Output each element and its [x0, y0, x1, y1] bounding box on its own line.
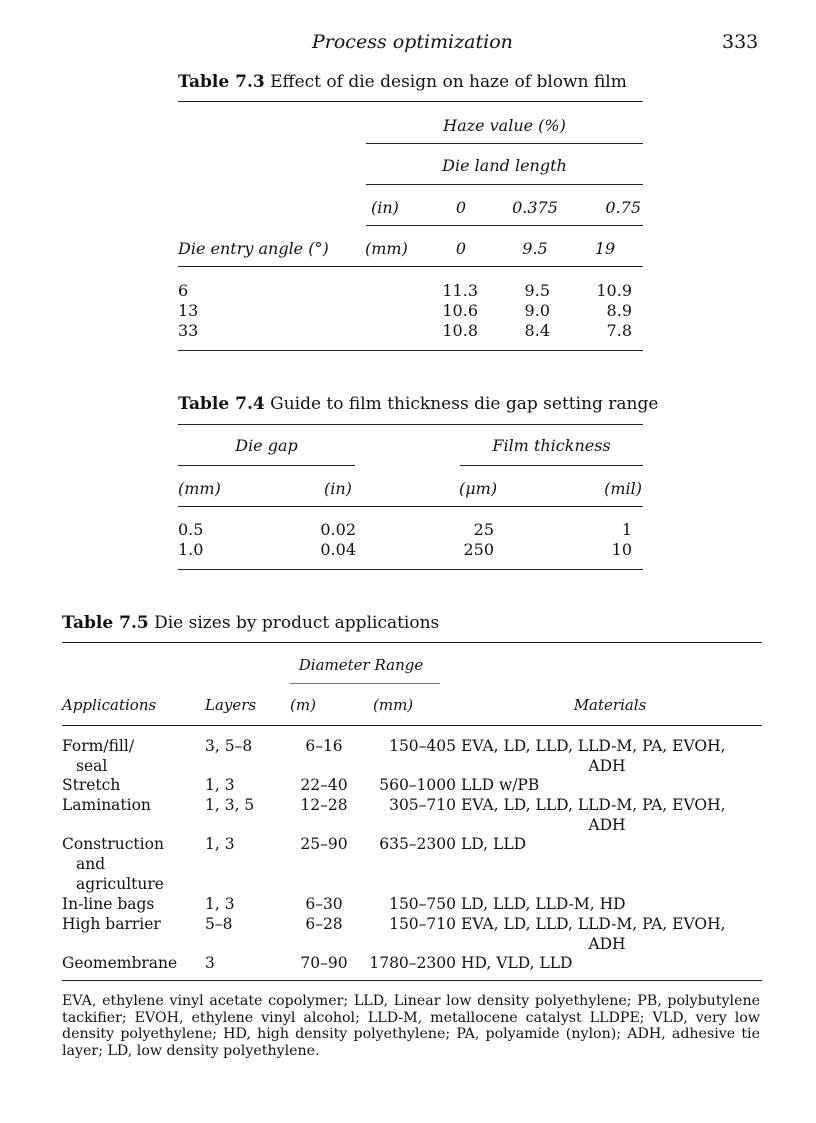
table-cell: 11.3	[442, 281, 478, 300]
table-7-3-bottom-rule	[178, 350, 643, 351]
mm-cell: 150–750	[389, 895, 456, 913]
unit-in: (in)	[324, 479, 352, 498]
diameter-range-header: Diameter Range	[298, 656, 424, 674]
table-cell: 0.02	[320, 520, 356, 539]
diameter-range-rule	[290, 683, 440, 684]
layers-cell: 3	[205, 954, 215, 972]
table-7-5-title: Die sizes by product applications	[154, 613, 440, 633]
table-cell: 7.8	[606, 321, 632, 340]
layers-cell: 3, 5–8	[205, 737, 253, 755]
table-cell: 8.4	[524, 321, 550, 340]
materials-line: ADH	[588, 816, 626, 834]
mm-cell: 150–405	[389, 737, 456, 755]
unit-rule	[366, 225, 643, 226]
table-cell: 250	[463, 540, 494, 559]
haze-header-rule	[366, 143, 643, 144]
m-cell: 70–90	[300, 954, 348, 972]
materials-line: ADH	[588, 757, 626, 775]
mm-cell: 1780–2300	[369, 954, 456, 972]
table-cell: 0.04	[320, 540, 356, 559]
mm-header: (mm)	[373, 696, 414, 714]
unit-mm-label: (mm)	[365, 239, 408, 258]
table-cell: 9.5	[524, 281, 550, 300]
page-number: 333	[722, 31, 759, 53]
table-7-4-top-rule	[178, 424, 643, 425]
materials-cell	[461, 914, 761, 954]
app-cell: In-line bags	[62, 895, 155, 913]
land-mm-0: 0	[455, 239, 467, 258]
materials-cell	[461, 736, 761, 776]
table-7-3-title: Effect of die design on haze of blown film	[270, 72, 627, 92]
layers-cell: 1, 3, 5	[205, 796, 255, 814]
app-cell: Geomembrane	[62, 954, 178, 972]
m-cell: 22–40	[300, 776, 348, 794]
die-gap-rule	[178, 465, 355, 466]
materials-cell: LLD w/PB	[461, 776, 540, 794]
table-cell: 1.0	[178, 540, 204, 559]
table-7-4-caption	[178, 394, 658, 414]
land-in-1: 0.375	[512, 198, 558, 217]
app-cell: Stretch	[62, 776, 121, 794]
table-7-5-caption	[62, 613, 439, 633]
app-cell	[62, 736, 200, 776]
table-row: 33	[178, 321, 199, 340]
materials-line: EVA, LD, LLD, LLD-M, PA, EVOH,	[461, 737, 726, 755]
m-header: (m)	[290, 696, 316, 714]
table-7-5-footnote: EVA, ethylene vinyl acetate copolymer; LLD, Linear low density polyethylene; PB, polybutylene tackifier; EVOH, ethylene vinyl alcohol; LLD-M, metallocene catalyst LLDPE; VLD, very low density polyethylene; HD, high density polyethylene; PA, polyamide (nylon); ADH, adhesive tie layer; LD, low density polyethylene.	[62, 993, 760, 1059]
layers-cell: 1, 3	[205, 776, 235, 794]
table-7-3-top-rule	[178, 101, 643, 102]
table-cell: 9.0	[524, 301, 550, 320]
app-line: Construction	[62, 835, 164, 853]
materials-cell	[461, 795, 761, 835]
table-7-3-head-rule	[178, 266, 643, 267]
unit-mm: (mm)	[178, 479, 221, 498]
table-cell: 1	[621, 520, 632, 539]
land-mm-1: 9.5	[522, 239, 548, 258]
m-cell: 6–30	[305, 895, 343, 913]
materials-cell: HD, VLD, LLD	[461, 954, 573, 972]
materials-line: EVA, LD, LLD, LLD-M, PA, EVOH,	[461, 915, 726, 933]
table-7-5-bottom-rule	[62, 980, 762, 981]
land-in-0: 0	[455, 198, 467, 217]
film-thickness-rule	[460, 465, 643, 466]
m-cell: 25–90	[300, 835, 348, 853]
table-7-3-caption	[178, 72, 627, 92]
table-7-4-label: Table 7.4	[178, 394, 265, 414]
table-7-5-head-rule	[62, 725, 762, 726]
m-cell: 12–28	[300, 796, 348, 814]
app-cell	[62, 834, 200, 894]
materials-line: EVA, LD, LLD, LLD-M, PA, EVOH,	[461, 796, 726, 814]
table-cell: 10	[611, 540, 632, 559]
die-entry-angle-header: Die entry angle (°)	[178, 239, 329, 258]
running-head-title: Process optimization	[312, 31, 513, 53]
table-row: 13	[178, 301, 199, 320]
app-cell: Lamination	[62, 796, 151, 814]
unit-in-label: (in)	[371, 198, 399, 217]
haze-value-header: Haze value (%)	[443, 116, 566, 135]
table-cell: 10.9	[596, 281, 632, 300]
app-line: seal	[76, 757, 108, 775]
layers-cell: 5–8	[205, 915, 233, 933]
table-cell: 8.9	[606, 301, 632, 320]
table-7-5-top-rule	[62, 642, 762, 643]
table-7-4-bottom-rule	[178, 569, 643, 570]
table-cell: 0.5	[178, 520, 204, 539]
table-7-4-head-rule	[178, 506, 643, 507]
m-cell: 6–16	[305, 737, 343, 755]
table-7-4-title: Guide to film thickness die gap setting range	[270, 394, 659, 414]
table-7-5-label: Table 7.5	[62, 613, 149, 633]
unit-mil: (mil)	[604, 479, 642, 498]
app-line: and	[76, 855, 106, 873]
land-mm-2: 19	[594, 239, 616, 258]
mm-cell: 635–2300	[379, 835, 456, 853]
mm-cell: 150–710	[389, 915, 456, 933]
materials-line: ADH	[588, 935, 626, 953]
die-land-length-header: Die land length	[442, 156, 567, 175]
table-cell: 10.8	[442, 321, 478, 340]
materials-cell: LD, LLD, LLD-M, HD	[461, 895, 626, 913]
layers-header: Layers	[205, 696, 257, 714]
unit-um: (μm)	[459, 479, 498, 498]
land-in-2: 0.75	[605, 198, 641, 217]
table-row: 6	[178, 281, 189, 300]
materials-cell: LD, LLD	[461, 835, 527, 853]
app-cell: High barrier	[62, 915, 161, 933]
materials-header: Materials	[573, 696, 647, 714]
app-line: Form/fill/	[62, 737, 135, 755]
applications-header: Applications	[62, 696, 157, 714]
m-cell: 6–28	[305, 915, 343, 933]
film-thickness-header: Film thickness	[492, 436, 611, 455]
table-cell: 10.6	[442, 301, 478, 320]
mm-cell: 560–1000	[379, 776, 456, 794]
layers-cell: 1, 3	[205, 895, 235, 913]
layers-cell: 1, 3	[205, 835, 235, 853]
die-land-rule	[366, 184, 643, 185]
table-7-3-label: Table 7.3	[178, 72, 265, 92]
mm-cell: 305–710	[389, 796, 456, 814]
die-gap-header: Die gap	[235, 436, 298, 455]
app-line: agriculture	[76, 875, 164, 893]
table-cell: 25	[473, 520, 494, 539]
